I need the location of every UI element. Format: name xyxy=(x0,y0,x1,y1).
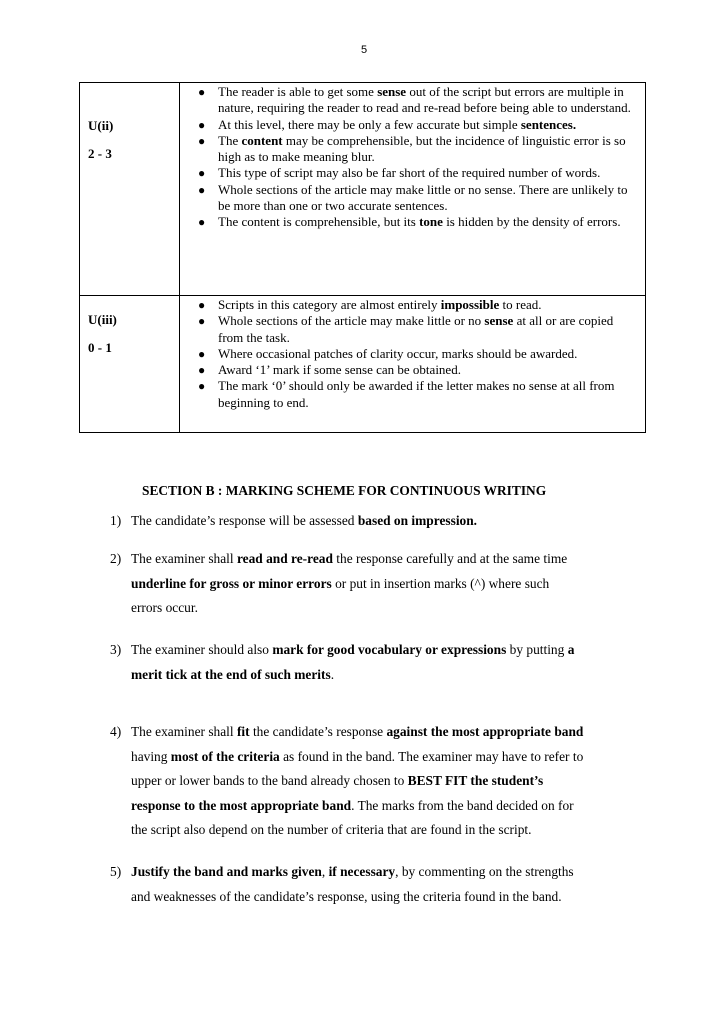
criterion-item: ● This type of script may also be far short of the required number of words. xyxy=(198,165,601,181)
criteria-cell xyxy=(180,296,646,433)
item-line: the script also depend on the number of criteria that are found in the script. xyxy=(131,822,532,837)
bullet-icon: ● xyxy=(198,117,206,132)
criteria-list xyxy=(180,297,645,411)
band-score: 2 - 3 xyxy=(88,146,112,161)
criterion-item: ● The mark ‘0’ should only be awarded if the letter makes no sense at all from beginning to end. xyxy=(198,378,615,410)
bullet-icon: ● xyxy=(198,363,206,378)
criterion-item: ● At this level, there may be only a few accurate but simple sentences. xyxy=(198,116,577,132)
item-line: response to the most appropriate band. The marks from the band decided on for xyxy=(131,797,574,813)
item-line: The examiner shall fit the candidate’s response against the most appropriate band xyxy=(131,724,584,739)
band-score: 0 - 1 xyxy=(88,340,112,355)
page-number: 5 xyxy=(360,44,368,56)
bullet-icon: ● xyxy=(198,85,206,99)
criterion-item: ● Where occasional patches of clarity occur, marks should be awarded. xyxy=(198,345,578,361)
band-label: U(iii) xyxy=(88,312,117,327)
item-line: merit tick at the end of such merits. xyxy=(131,666,335,682)
criteria-list xyxy=(180,84,645,231)
item-number: 4) xyxy=(110,724,122,739)
item-line: The candidate’s response will be assessed based on impression. xyxy=(131,513,478,528)
criterion-item: ● Scripts in this category are almost entirely impossible to read. xyxy=(198,297,542,312)
bullet-icon: ● xyxy=(198,182,206,197)
bullet-icon: ● xyxy=(198,215,206,230)
band-cell xyxy=(80,83,180,296)
band-label: U(ii) xyxy=(88,118,114,133)
criterion-item: ● The content is comprehensible, but its tone is hidden by the density of errors. xyxy=(198,214,621,230)
item-line: Justify the band and marks given, if necessary, by commenting on the strengths xyxy=(131,864,574,879)
section-b-item-1 xyxy=(110,509,640,534)
band-cell xyxy=(80,296,180,433)
item-line: The examiner should also mark for good vocabulary or expressions by putting a xyxy=(131,642,575,657)
bullet-icon: ● xyxy=(198,166,206,181)
band-row-u-ii xyxy=(80,83,646,296)
section-b-item-3 xyxy=(110,638,640,687)
item-line: upper or lower bands to the band already chosen to BEST FIT the student’s xyxy=(131,773,544,788)
bullet-icon: ● xyxy=(198,346,206,361)
criterion-item: ● Award ‘1’ mark if some sense can be obtained. xyxy=(198,362,461,378)
criterion-item: ● Whole sections of the article may make little or no sense at all or are copied from the task. xyxy=(198,313,614,345)
criterion-item: ● Whole sections of the article may make little or no sense. There are unlikely to be more than one or two accurate sentences. xyxy=(198,181,628,214)
item-line: underline for gross or minor errors or put in insertion marks (^) where such xyxy=(131,575,550,591)
item-number: 3) xyxy=(110,642,122,657)
item-line: and weaknesses of the candidate’s response, using the criteria found in the band. xyxy=(131,888,562,904)
section-b-item-4 xyxy=(110,720,640,843)
item-line: errors occur. xyxy=(131,600,198,615)
bullet-icon: ● xyxy=(198,314,206,329)
criteria-cell xyxy=(180,83,646,296)
item-line: having most of the criteria as found in the band. The examiner may have to refer to xyxy=(131,748,584,764)
bullet-icon: ● xyxy=(198,298,206,312)
item-number: 1) xyxy=(110,513,122,528)
band-row-u-iii xyxy=(80,296,646,433)
bullet-icon: ● xyxy=(198,133,206,148)
criterion-item: ● The content may be comprehensible, but the incidence of linguistic error is so high as to make meaning blur. xyxy=(198,132,626,165)
section-b-title: SECTION B : MARKING SCHEME FOR CONTINUOUS WRITING xyxy=(142,483,547,498)
item-line: The examiner shall read and re-read the response carefully and at the same time xyxy=(131,551,568,566)
band-criteria-table xyxy=(79,82,646,433)
criterion-item: ● The reader is able to get some sense out of the script but errors are multiple in nature, requiring the reader to read and re-read before being able to understand. xyxy=(198,84,631,116)
item-number: 2) xyxy=(110,551,122,566)
section-b-item-5 xyxy=(110,860,640,909)
item-number: 5) xyxy=(110,864,122,879)
bullet-icon: ● xyxy=(198,379,206,394)
section-b-item-2 xyxy=(110,547,640,621)
